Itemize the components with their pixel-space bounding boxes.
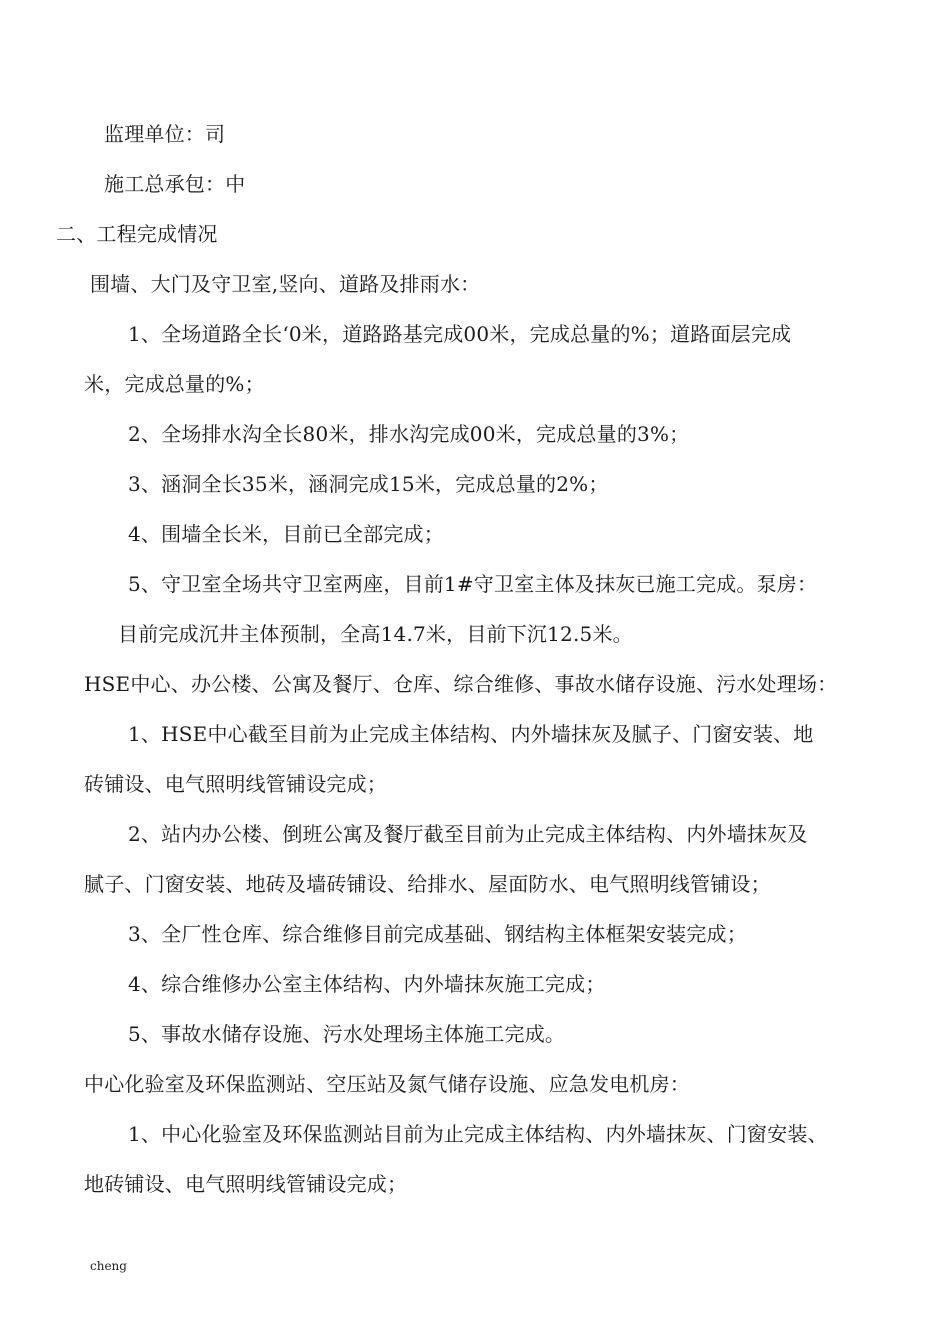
subsection-heading-walls: 围墙、大门及守卫室,竖向、道路及排雨水： — [90, 272, 481, 296]
paragraph-line: 1、HSE中心截至目前为止完成主体结构、内外墙抹灰及腻子、门窗安装、地 — [128, 722, 814, 746]
general-contractor-line: 施工总承包：中 — [104, 172, 246, 196]
paragraph-line: 目前完成沉井主体预制，全高14.7米，目前下沉12.5米。 — [118, 622, 633, 646]
paragraph-line: 4、综合维修办公室主体结构、内外墙抹灰施工完成； — [128, 972, 606, 996]
paragraph-line: 砖铺设、电气照明线管铺设完成； — [84, 772, 387, 796]
paragraph-line: 米，完成总量的%； — [84, 372, 265, 396]
supervision-unit-line: 监理单位：司 — [104, 122, 226, 146]
section-heading: 二、工程完成情况 — [56, 222, 218, 246]
paragraph-line: 4、围墙全长米，目前已全部完成； — [128, 522, 444, 546]
subsection-heading-lab: 中心化验室及环保监测站、空压站及氮气储存设施、应急发电机房： — [84, 1072, 690, 1096]
paragraph-line: 3、全厂性仓库、综合维修目前完成基础、钢结构主体框架安装完成； — [128, 922, 747, 946]
paragraph-line: 腻子、门窗安装、地砖及墙砖铺设、给排水、屋面防水、电气照明线管铺设； — [84, 872, 771, 896]
paragraph-line: 3、涵洞全长35米，涵洞完成15米，完成总量的2%； — [128, 472, 609, 496]
footer-text: cheng — [90, 1259, 127, 1273]
paragraph-line: 1、中心化验室及环保监测站目前为止完成主体结构、内外墙抹灰、门窗安装、 — [128, 1122, 828, 1146]
subsection-heading-hse: HSE中心、办公楼、公寓及餐厅、仓库、综合维修、事故水储存设施、污水处理场： — [84, 672, 838, 696]
paragraph-line: 1、全场道路全长‘0米，道路路基完成00米，完成总量的%；道路面层完成 — [128, 322, 792, 346]
paragraph-line: 5、守卫室全场共守卫室两座，目前1#守卫室主体及抹灰已施工完成。泵房： — [128, 572, 818, 596]
paragraph-line: 2、站内办公楼、倒班公寓及餐厅截至目前为止完成主体结构、内外墙抹灰及 — [128, 822, 808, 846]
paragraph-line: 2、全场排水沟全长80米，排水沟完成00米，完成总量的3%； — [128, 422, 690, 446]
paragraph-line: 地砖铺设、电气照明线管铺设完成； — [84, 1172, 408, 1196]
paragraph-line: 5、事故水储存设施、污水处理场主体施工完成。 — [128, 1022, 566, 1046]
